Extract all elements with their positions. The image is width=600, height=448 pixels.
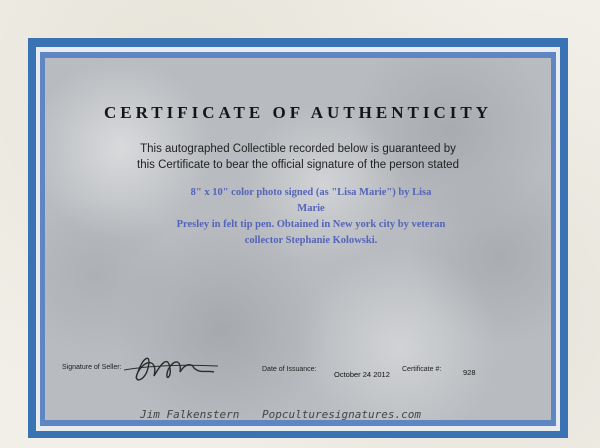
seller-signature-icon xyxy=(118,348,238,388)
item-line-1: 8" x 10" color photo signed (as "Lisa Marie") by Lisa Marie xyxy=(190,187,432,214)
certificate-number-value: 928 xyxy=(463,368,476,377)
certificate-number-label: Certificate #: xyxy=(402,366,442,373)
handwritten-name: Jim Falkenstern xyxy=(140,408,240,421)
item-description xyxy=(176,185,446,249)
certificate-title: CERTIFICATE OF AUTHENTICITY xyxy=(104,103,492,122)
item-line-3: collector Stephanie Kolowski. xyxy=(244,235,378,246)
issuance-label: Date of Issuance: xyxy=(262,366,317,373)
issuance-value: October 24 2012 xyxy=(334,370,390,379)
seller-signature-label: Signature of Seller: xyxy=(62,364,122,371)
intro-line-2: this Certificate to bear the official signature of the person stated xyxy=(137,159,459,171)
handwritten-website: Popculturesignatures.com xyxy=(262,408,421,421)
item-line-2: Presley in felt tip pen. Obtained in New york city by veteran xyxy=(176,219,446,230)
certificate-intro xyxy=(60,141,536,173)
intro-line-1: This autographed Collectible recorded below is guaranteed by xyxy=(140,143,456,155)
